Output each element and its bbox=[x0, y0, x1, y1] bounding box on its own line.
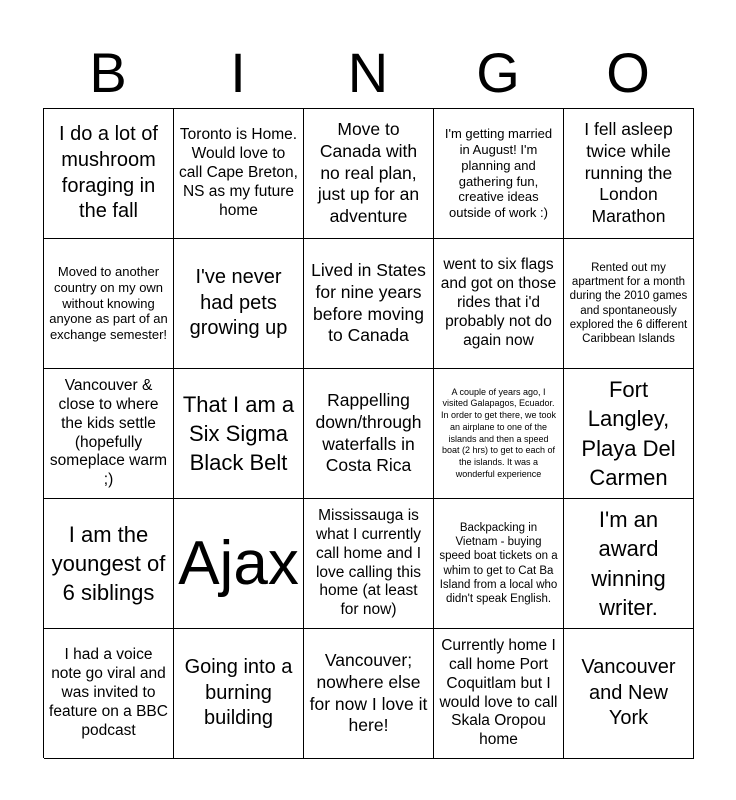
bingo-cell[interactable] bbox=[174, 239, 304, 369]
bingo-cell[interactable] bbox=[434, 239, 564, 369]
header-letter-b: B bbox=[89, 41, 127, 104]
cell-text: That I am a Six Sigma Black Belt bbox=[182, 391, 295, 476]
cell-text: I'm getting married in August! I'm planning and gathering fun, creative ideas outside of work :) bbox=[444, 125, 553, 221]
cell-text: I am the youngest of 6 siblings bbox=[51, 521, 166, 606]
bingo-cell[interactable] bbox=[44, 629, 174, 759]
cell-text: Going into a burning building bbox=[184, 656, 293, 730]
bingo-cell[interactable] bbox=[434, 109, 564, 239]
bingo-cell[interactable] bbox=[564, 369, 694, 499]
cell-text: Currently home I call home Port Coquitlam but I would love to call Skala Oropou home bbox=[439, 636, 558, 749]
bingo-cell[interactable] bbox=[44, 369, 174, 499]
bingo-cell[interactable] bbox=[304, 239, 434, 369]
cell-text: Move to Canada with no real plan, just up for an adventure bbox=[317, 119, 420, 227]
header-letter-g: G bbox=[476, 41, 520, 104]
cell-text: A couple of years ago, I visited Galapagos, Ecuador. In order to get there, we took an airplane to one of the islands and then a speed boat (2 hrs) to get to each of the islands. It was a wonderful experience bbox=[440, 386, 557, 479]
cell-text: Vancouver & close to where the kids settle (hopefully someplace warm ;) bbox=[49, 376, 168, 489]
cell-text: Rented out my apartment for a month during the 2010 games and spontaneously explored the 6 different Caribbean Islands bbox=[569, 261, 688, 345]
bingo-cell[interactable] bbox=[174, 499, 304, 629]
cell-text: I had a voice note go viral and was invited to feature on a BBC podcast bbox=[49, 646, 168, 739]
bingo-header bbox=[43, 38, 693, 108]
cell-text: Toronto is Home. Would love to call Cape Breton, NS as my future home bbox=[179, 126, 298, 219]
cell-text: Vancouver; nowhere else for now I love it here! bbox=[309, 650, 428, 736]
bingo-cell[interactable] bbox=[304, 629, 434, 759]
cell-text: went to six flags and got on those rides that i'd probably not do again now bbox=[440, 256, 557, 349]
bingo-cell[interactable] bbox=[174, 109, 304, 239]
bingo-cell[interactable] bbox=[434, 369, 564, 499]
cell-text: I fell asleep twice while running the London Marathon bbox=[584, 119, 673, 227]
cell-text: I do a lot of mushroom foraging in the fall bbox=[59, 123, 158, 223]
bingo-cell[interactable] bbox=[174, 629, 304, 759]
bingo-board bbox=[43, 108, 694, 758]
bingo-cell[interactable] bbox=[304, 499, 434, 629]
header-letter-o: O bbox=[606, 41, 650, 104]
cell-text: Lived in States for nine years before moving to Canada bbox=[311, 260, 426, 346]
cell-text: Fort Langley, Playa Del Carmen bbox=[581, 377, 676, 490]
bingo-cell[interactable] bbox=[44, 499, 174, 629]
bingo-cell[interactable] bbox=[564, 109, 694, 239]
cell-text: Moved to another country on my own without knowing anyone as part of an exchange semester! bbox=[49, 263, 168, 343]
cell-text: Rappelling down/through waterfalls in Costa Rica bbox=[315, 390, 422, 476]
bingo-cell[interactable] bbox=[434, 499, 564, 629]
bingo-cell[interactable] bbox=[44, 239, 174, 369]
bingo-cell[interactable] bbox=[564, 239, 694, 369]
bingo-cell[interactable] bbox=[564, 499, 694, 629]
bingo-cell[interactable] bbox=[44, 109, 174, 239]
bingo-cell[interactable] bbox=[174, 369, 304, 499]
cell-text: I've never had pets growing up bbox=[189, 266, 288, 340]
cell-text: Vancouver and New York bbox=[581, 656, 676, 730]
bingo-cell[interactable] bbox=[304, 109, 434, 239]
bingo-cell[interactable] bbox=[304, 369, 434, 499]
header-letter-i: I bbox=[230, 41, 246, 104]
header-letter-n: N bbox=[347, 41, 389, 104]
cell-text: Mississauga is what I currently call home and I love calling this home (at least for now) bbox=[315, 506, 422, 619]
bingo-cell[interactable] bbox=[434, 629, 564, 759]
cell-text: I'm an award winning writer. bbox=[591, 507, 666, 620]
cell-text: Ajax bbox=[178, 528, 299, 598]
cell-text: Backpacking in Vietnam - buying speed boat tickets on a whim to get to Cat Ba Island from a local who didn't speak English. bbox=[439, 521, 558, 605]
bingo-cell[interactable] bbox=[564, 629, 694, 759]
